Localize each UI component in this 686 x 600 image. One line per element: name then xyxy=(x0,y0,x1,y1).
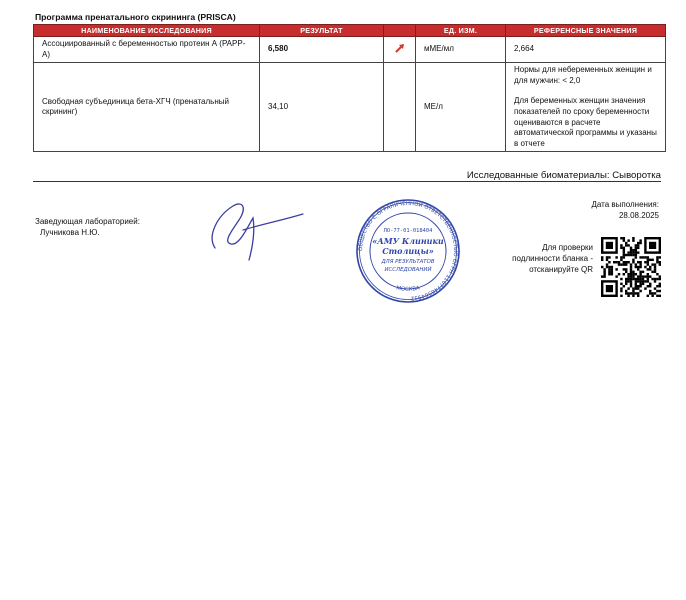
stamp-line-1: «АМУ Клиники xyxy=(372,236,444,246)
test-unit: мМЕ/мл xyxy=(416,37,506,63)
column-header-flag xyxy=(384,25,416,37)
test-name: Свободная субъединица бета-ХГЧ (пренатальный скрининг) xyxy=(34,63,260,152)
table-row xyxy=(34,63,666,152)
svg-text:МОСКВА xyxy=(396,285,421,293)
reference-line: Нормы для небеременных женщин и для мужчин: < 2,0 xyxy=(514,65,652,85)
qr-instruction: Для проверки подлинности бланка - отсканируйте QR xyxy=(512,243,593,274)
table-row xyxy=(34,37,666,63)
stamp-line-2: Столицы» xyxy=(382,246,434,256)
column-header-result: РЕЗУЛЬТАТ xyxy=(260,25,384,37)
test-result: 6,580 xyxy=(260,37,384,63)
column-header-test-name: НАИМЕНОВАНИЕ ИССЛЕДОВАНИЯ xyxy=(34,25,260,37)
test-result: 34,10 xyxy=(260,63,384,152)
flag-cell xyxy=(384,37,416,63)
stamp xyxy=(355,198,461,304)
test-name: Ассоциированный с беременностью протеин А (PAPP-A) xyxy=(34,37,260,63)
divider xyxy=(33,181,661,182)
flag-cell xyxy=(384,63,416,152)
test-unit: МЕ/л xyxy=(416,63,506,152)
qr-code[interactable] xyxy=(601,237,661,297)
column-header-unit: ЕД. ИЗМ. xyxy=(416,25,506,37)
head-of-lab-label: Заведующая лабораторией: xyxy=(35,217,140,226)
stamp-outer-text: ОБЩЕСТВО С ОГРАНИЧЕННОЙ ОТВЕТСТВЕННОСТЬЮ ОГРН 1167746564932 xyxy=(357,200,459,301)
section-title: Программа пренатального скрининга (PRISCA) xyxy=(35,12,236,22)
biomaterials-text: Исследованные биоматериалы: Сыворотка xyxy=(466,170,661,181)
stamp-line-3: ДЛЯ РЕЗУЛЬТАТОВ xyxy=(381,259,435,265)
arrow-up-right-icon xyxy=(394,42,406,54)
signature xyxy=(203,198,308,263)
reference-line: Для беременных женщин значения показателей по сроку беременности оцениваются в расчете автоматической программы и указаны в отчете xyxy=(514,96,657,148)
stamp-code: ЛО-77-01-018404 xyxy=(383,228,433,234)
stamp-line-4: ИССЛЕДОВАНИЙ xyxy=(384,267,432,273)
head-of-lab-name: Лучникова Н.Ю. xyxy=(40,228,100,237)
test-reference xyxy=(506,63,666,152)
results-table xyxy=(33,24,666,152)
stamp-bottom-text: МОСКВА xyxy=(395,285,421,293)
completion-date: 28.08.2025 xyxy=(618,211,659,220)
test-reference: 2,664 xyxy=(506,37,666,63)
table-header-row xyxy=(34,25,666,37)
completion-label: Дата выполнения: xyxy=(591,200,659,209)
column-header-reference: РЕФЕРЕНСНЫЕ ЗНАЧЕНИЯ xyxy=(506,25,666,37)
